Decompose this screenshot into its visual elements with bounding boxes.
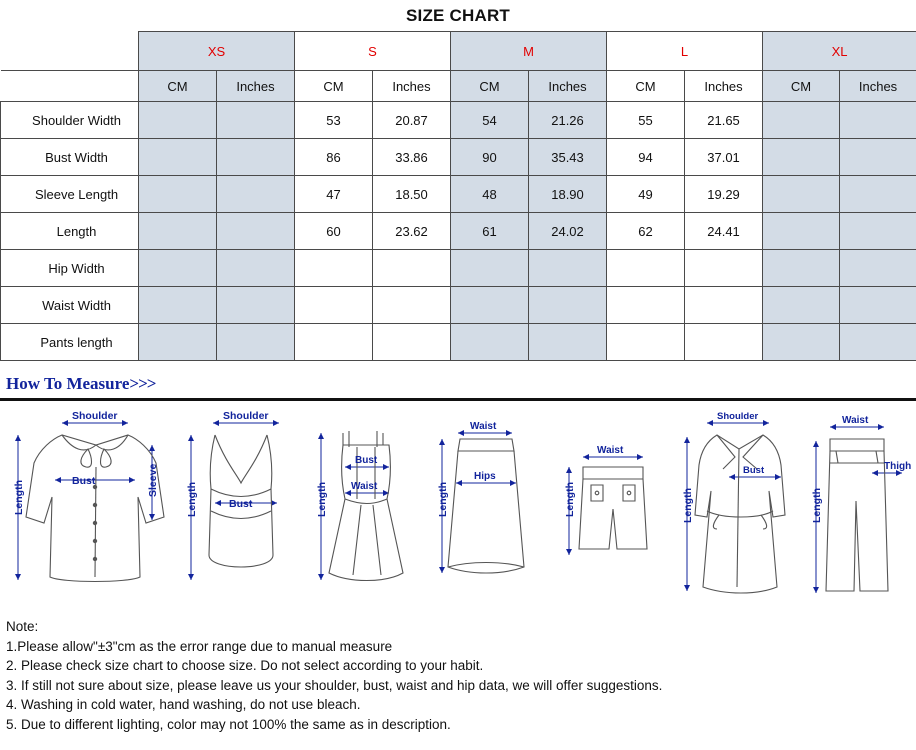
label-waist: Waist xyxy=(351,481,378,492)
unit-xl-in: Inches xyxy=(840,71,916,102)
label-bust: Bust xyxy=(743,465,765,476)
table-row xyxy=(1,250,916,287)
cell: 21.65 xyxy=(685,102,763,139)
cell xyxy=(139,287,217,324)
cell xyxy=(763,324,840,361)
cell: 20.87 xyxy=(373,102,451,139)
note-line-5: 5. Due to different lighting, color may not 100% the same as in description. xyxy=(6,716,451,732)
how-to-measure-text: How To Measure xyxy=(6,374,130,393)
cell xyxy=(139,324,217,361)
cell xyxy=(763,102,840,139)
cell xyxy=(139,139,217,176)
cell: 54 xyxy=(451,102,529,139)
label-length: Length xyxy=(185,482,198,517)
cell xyxy=(295,324,373,361)
figure-dress xyxy=(305,405,425,610)
cell xyxy=(840,324,916,361)
cell: 37.01 xyxy=(685,139,763,176)
cell: 21.26 xyxy=(529,102,607,139)
row-label-hip-width: Hip Width xyxy=(1,250,139,287)
row-label-shoulder-width: Shoulder Width xyxy=(1,102,139,139)
cell: 47 xyxy=(295,176,373,213)
cell xyxy=(763,250,840,287)
cell xyxy=(840,287,916,324)
cell xyxy=(607,324,685,361)
figure-coat xyxy=(673,405,801,610)
size-chart-body xyxy=(1,102,916,361)
row-label-length: Length xyxy=(1,213,139,250)
size-header-l: L xyxy=(607,32,763,71)
cell xyxy=(607,250,685,287)
cell: 33.86 xyxy=(373,139,451,176)
label-length: Length xyxy=(13,480,25,515)
size-chart-table xyxy=(0,31,916,361)
cell xyxy=(451,287,529,324)
cell: 53 xyxy=(295,102,373,139)
cell xyxy=(763,139,840,176)
cell xyxy=(217,213,295,250)
unit-xs-cm: CM xyxy=(139,71,217,102)
label-shoulder: Shoulder xyxy=(717,411,759,422)
label-waist: Waist xyxy=(596,445,623,456)
cell xyxy=(529,287,607,324)
unit-m-cm: CM xyxy=(451,71,529,102)
row-label-waist-width: Waist Width xyxy=(1,287,139,324)
arrows-icon: >>> xyxy=(129,374,156,393)
unit-l-in: Inches xyxy=(685,71,763,102)
how-to-measure-heading xyxy=(0,374,916,394)
cell xyxy=(451,324,529,361)
cell xyxy=(763,176,840,213)
label-shoulder: Shoulder xyxy=(222,410,269,422)
cell: 55 xyxy=(607,102,685,139)
page-title: SIZE CHART xyxy=(406,6,510,25)
unit-header-row xyxy=(1,71,916,102)
table-row xyxy=(1,287,916,324)
notes-heading: Note: xyxy=(6,619,39,634)
cell xyxy=(217,250,295,287)
cell xyxy=(607,287,685,324)
note-line-3: 3. If still not sure about size, please leave us your shoulder, bust, waist and hip data, we will offer suggestions. xyxy=(6,677,663,693)
cell: 35.43 xyxy=(529,139,607,176)
label-sleeve: Sleeve xyxy=(147,463,159,497)
cell xyxy=(139,213,217,250)
notes-section xyxy=(0,611,916,734)
figure-camisole xyxy=(181,405,301,610)
cell xyxy=(840,250,916,287)
cell xyxy=(763,213,840,250)
table-row xyxy=(1,176,916,213)
cell xyxy=(139,176,217,213)
unit-s-cm: CM xyxy=(295,71,373,102)
note-line-2: 2. Please check size chart to choose size. Do not select according to your habit. xyxy=(6,658,484,673)
row-label-bust-width: Bust Width xyxy=(1,139,139,176)
cell xyxy=(840,139,916,176)
figure-skirt xyxy=(430,405,550,610)
label-waist: Waist xyxy=(841,415,869,426)
unit-xl-cm: CM xyxy=(763,71,840,102)
cell: 18.50 xyxy=(373,176,451,213)
cell xyxy=(217,324,295,361)
table-row xyxy=(1,139,916,176)
cell: 86 xyxy=(295,139,373,176)
table-row xyxy=(1,102,916,139)
cell xyxy=(295,250,373,287)
cell: 24.02 xyxy=(529,213,607,250)
cell: 90 xyxy=(451,139,529,176)
figure-pants xyxy=(806,405,916,610)
cell xyxy=(840,213,916,250)
cell: 94 xyxy=(607,139,685,176)
cell xyxy=(685,324,763,361)
cell xyxy=(840,102,916,139)
cell: 23.62 xyxy=(373,213,451,250)
cell: 49 xyxy=(607,176,685,213)
cell xyxy=(451,250,529,287)
label-thigh: Thigh xyxy=(883,461,912,472)
cell xyxy=(139,102,217,139)
size-header-row xyxy=(1,32,916,71)
cell xyxy=(763,287,840,324)
size-header-m: M xyxy=(451,32,607,71)
measurement-figures xyxy=(0,401,916,611)
figure-shorts xyxy=(555,405,669,610)
row-label-sleeve-length: Sleeve Length xyxy=(1,176,139,213)
cell xyxy=(685,250,763,287)
row-label-pants-length: Pants length xyxy=(1,324,139,361)
cell xyxy=(217,287,295,324)
cell: 48 xyxy=(451,176,529,213)
unit-m-in: Inches xyxy=(529,71,607,102)
label-length: Length xyxy=(563,482,576,517)
cell xyxy=(217,102,295,139)
corner-cell-2 xyxy=(1,71,139,102)
cell xyxy=(139,250,217,287)
size-header-s: S xyxy=(295,32,451,71)
cell xyxy=(373,287,451,324)
figure-blouse xyxy=(0,405,176,610)
cell xyxy=(840,176,916,213)
label-length: Length xyxy=(316,482,329,517)
corner-cell xyxy=(1,32,139,71)
label-bust: Bust xyxy=(355,455,378,466)
cell: 24.41 xyxy=(685,213,763,250)
cell xyxy=(529,250,607,287)
unit-l-cm: CM xyxy=(607,71,685,102)
cell xyxy=(685,287,763,324)
cell xyxy=(373,324,451,361)
cell xyxy=(217,139,295,176)
note-line-1: 1.Please allow"±3"cm as the error range due to manual measure xyxy=(6,638,393,654)
cell xyxy=(529,324,607,361)
note-line-4: 4. Washing in cold water, hand washing, do not use bleach. xyxy=(6,697,361,712)
cell xyxy=(217,176,295,213)
cell: 60 xyxy=(295,213,373,250)
unit-s-in: Inches xyxy=(373,71,451,102)
label-length: Length xyxy=(436,482,449,517)
table-row xyxy=(1,324,916,361)
cell xyxy=(295,287,373,324)
table-row xyxy=(1,213,916,250)
cell: 62 xyxy=(607,213,685,250)
cell: 19.29 xyxy=(685,176,763,213)
label-length: Length xyxy=(810,488,823,523)
label-bust: Bust xyxy=(72,475,96,487)
label-waist: Waist xyxy=(469,421,497,432)
cell: 61 xyxy=(451,213,529,250)
label-length: Length xyxy=(682,488,695,523)
size-header-xl: XL xyxy=(763,32,916,71)
size-header-xs: XS xyxy=(139,32,295,71)
label-shoulder: Shoulder xyxy=(72,410,118,422)
unit-xs-in: Inches xyxy=(217,71,295,102)
cell: 18.90 xyxy=(529,176,607,213)
cell xyxy=(373,250,451,287)
label-bust: Bust xyxy=(228,498,252,510)
label-hips: Hips xyxy=(473,471,496,482)
